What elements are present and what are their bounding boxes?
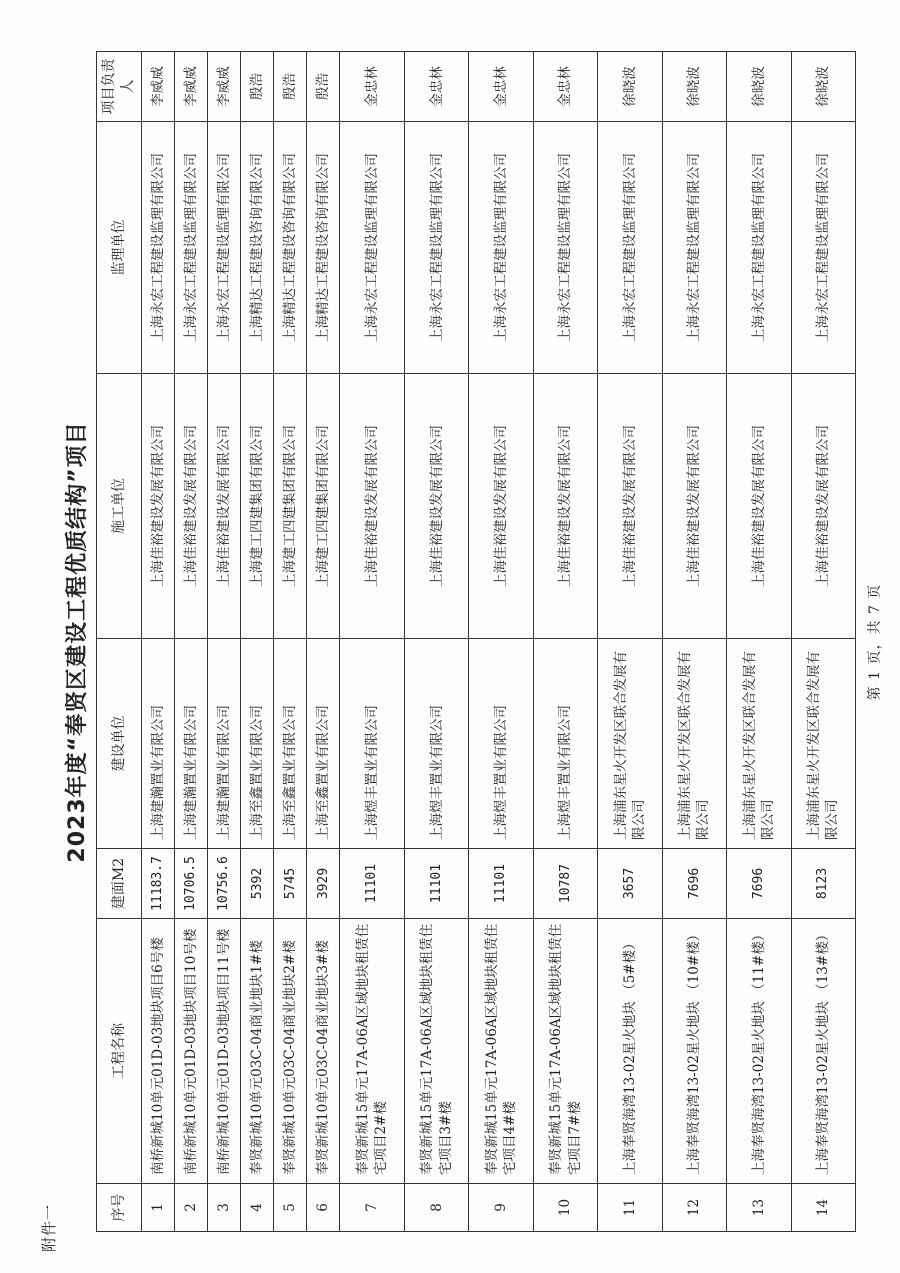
- cell-area: 3929: [307, 849, 340, 919]
- cell-project-name: 上海奉贤海湾13-02星火地块 （13#楼）: [791, 919, 855, 1184]
- cell-builder: 上海煜丰置业有限公司: [533, 639, 597, 849]
- cell-no: 5: [274, 1184, 307, 1232]
- table-row: [307, 52, 340, 1232]
- cell-builder: 上海至鑫置业有限公司: [307, 639, 340, 849]
- cell-project-name: 奉贤新城10单元03C-04商业地块2#楼: [274, 919, 307, 1184]
- header-builder: 建设单位: [97, 639, 142, 849]
- cell-area: 7696: [662, 849, 726, 919]
- cell-supervisor: 上海永宏工程建设监理有限公司: [142, 122, 175, 374]
- cell-manager: 李威威: [142, 52, 175, 122]
- cell-builder: 上海煜丰置业有限公司: [469, 639, 533, 849]
- cell-project-name: 上海奉贤海湾13-02星火地块 （11#楼）: [727, 919, 791, 1184]
- cell-manager: 徐晓波: [662, 52, 726, 122]
- cell-contractor: 上海佳裕建设发展有限公司: [727, 374, 791, 639]
- table-row: [274, 52, 307, 1232]
- cell-supervisor: 上海永宏工程建设监理有限公司: [727, 122, 791, 374]
- project-table: [96, 51, 856, 1232]
- table-row: [662, 52, 726, 1232]
- cell-contractor: 上海佳裕建设发展有限公司: [533, 374, 597, 639]
- cell-no: 2: [175, 1184, 208, 1232]
- cell-manager: 金忠林: [404, 52, 468, 122]
- cell-no: 9: [469, 1184, 533, 1232]
- cell-contractor: 上海佳裕建设发展有限公司: [404, 374, 468, 639]
- cell-area: 11101: [469, 849, 533, 919]
- cell-contractor: 上海佳裕建设发展有限公司: [208, 374, 241, 639]
- header-area: 建面M2: [97, 849, 142, 919]
- cell-project-name: 南桥新城10单元01D-03地块项目10号楼: [175, 919, 208, 1184]
- cell-supervisor: 上海永宏工程建设监理有限公司: [533, 122, 597, 374]
- cell-area: 11101: [404, 849, 468, 919]
- cell-manager: 金忠林: [533, 52, 597, 122]
- cell-no: 13: [727, 1184, 791, 1232]
- cell-project-name: 奉贤新城15单元17A-06A区域地块租赁住宅项目4#楼: [469, 919, 533, 1184]
- cell-area: 10787: [533, 849, 597, 919]
- cell-supervisor: 上海精达工程建设咨询有限公司: [241, 122, 274, 374]
- cell-builder: 上海煜丰置业有限公司: [404, 639, 468, 849]
- cell-no: 8: [404, 1184, 468, 1232]
- cell-builder: 上海至鑫置业有限公司: [274, 639, 307, 849]
- cell-supervisor: 上海永宏工程建设监理有限公司: [404, 122, 468, 374]
- cell-supervisor: 上海永宏工程建设监理有限公司: [340, 122, 404, 374]
- cell-builder: 上海浦东星火开发区联合发展有限公司: [598, 639, 662, 849]
- cell-contractor: 上海佳裕建设发展有限公司: [598, 374, 662, 639]
- cell-contractor: 上海建工四建集团有限公司: [274, 374, 307, 639]
- cell-contractor: 上海佳裕建设发展有限公司: [791, 374, 855, 639]
- table-row: [208, 52, 241, 1232]
- attachment-label: 附件一: [40, 1203, 58, 1252]
- cell-no: 3: [208, 1184, 241, 1232]
- cell-area: 5745: [274, 849, 307, 919]
- cell-project-name: 奉贤新城10单元03C-04商业地块3#楼: [307, 919, 340, 1184]
- cell-manager: 殷浩: [241, 52, 274, 122]
- cell-manager: 金忠林: [469, 52, 533, 122]
- cell-manager: 金忠林: [340, 52, 404, 122]
- table-header-row: [97, 52, 142, 1232]
- cell-area: 3657: [598, 849, 662, 919]
- cell-no: 11: [598, 1184, 662, 1232]
- cell-builder: 上海煜丰置业有限公司: [340, 639, 404, 849]
- cell-builder: 上海建瀚置业有限公司: [175, 639, 208, 849]
- cell-project-name: 上海奉贤海湾13-02星火地块 （10#楼）: [662, 919, 726, 1184]
- cell-project-name: 奉贤新城10单元03C-04商业地块1#楼: [241, 919, 274, 1184]
- cell-area: 11183.7: [142, 849, 175, 919]
- table-row: [241, 52, 274, 1232]
- cell-builder: 上海浦东星火开发区联合发展有限公司: [662, 639, 726, 849]
- cell-no: 10: [533, 1184, 597, 1232]
- cell-supervisor: 上海精达工程建设咨询有限公司: [274, 122, 307, 374]
- cell-supervisor: 上海永宏工程建设监理有限公司: [662, 122, 726, 374]
- cell-contractor: 上海佳裕建设发展有限公司: [662, 374, 726, 639]
- table-row: [175, 52, 208, 1232]
- cell-contractor: 上海建工四建集团有限公司: [241, 374, 274, 639]
- cell-manager: 李威威: [208, 52, 241, 122]
- cell-area: 8123: [791, 849, 855, 919]
- table-row: [598, 52, 662, 1232]
- cell-supervisor: 上海永宏工程建设监理有限公司: [175, 122, 208, 374]
- cell-no: 14: [791, 1184, 855, 1232]
- cell-area: 5392: [241, 849, 274, 919]
- cell-manager: 徐晓波: [791, 52, 855, 122]
- table-row: [791, 52, 855, 1232]
- cell-contractor: 上海佳裕建设发展有限公司: [142, 374, 175, 639]
- cell-project-name: 奉贤新城15单元17A-06A区域地块租赁住宅项目7#楼: [533, 919, 597, 1184]
- page-number: 第 1 页，共 7 页: [867, 583, 883, 701]
- cell-contractor: 上海佳裕建设发展有限公司: [340, 374, 404, 639]
- cell-manager: 殷浩: [274, 52, 307, 122]
- cell-contractor: 上海建工四建集团有限公司: [307, 374, 340, 639]
- table-row: [533, 52, 597, 1232]
- table-body: [142, 52, 856, 1232]
- header-manager: 项目负责人: [97, 52, 142, 122]
- cell-no: 7: [340, 1184, 404, 1232]
- table-row: [142, 52, 175, 1232]
- cell-contractor: 上海佳裕建设发展有限公司: [469, 374, 533, 639]
- header-contractor: 施工单位: [97, 374, 142, 639]
- cell-project-name: 奉贤新城15单元17A-06A区域地块租赁住宅项目3#楼: [404, 919, 468, 1184]
- table-row: [727, 52, 791, 1232]
- page-title: 2023年度“奉贤区建设工程优质结构”项目: [65, 421, 90, 863]
- cell-manager: 徐晓波: [727, 52, 791, 122]
- cell-builder: 上海建瀚置业有限公司: [208, 639, 241, 849]
- table-row: [404, 52, 468, 1232]
- cell-project-name: 奉贤新城15单元17A-06A区域地块租赁住宅项目2#楼: [340, 919, 404, 1184]
- document-page: [40, 52, 883, 1252]
- cell-builder: 上海浦东星火开发区联合发展有限公司: [727, 639, 791, 849]
- cell-no: 12: [662, 1184, 726, 1232]
- cell-area: 7696: [727, 849, 791, 919]
- cell-project-name: 上海奉贤海湾13-02星火地块 （5#楼）: [598, 919, 662, 1184]
- cell-area: 10706.5: [175, 849, 208, 919]
- cell-supervisor: 上海永宏工程建设监理有限公司: [208, 122, 241, 374]
- header-project-name: 工程名称: [97, 919, 142, 1184]
- header-supervisor: 监理单位: [97, 122, 142, 374]
- cell-builder: 上海浦东星火开发区联合发展有限公司: [791, 639, 855, 849]
- cell-manager: 李威威: [175, 52, 208, 122]
- cell-supervisor: 上海永宏工程建设监理有限公司: [791, 122, 855, 374]
- cell-no: 1: [142, 1184, 175, 1232]
- cell-supervisor: 上海永宏工程建设监理有限公司: [598, 122, 662, 374]
- table-row: [469, 52, 533, 1232]
- cell-no: 4: [241, 1184, 274, 1232]
- cell-builder: 上海至鑫置业有限公司: [241, 639, 274, 849]
- cell-contractor: 上海佳裕建设发展有限公司: [175, 374, 208, 639]
- cell-builder: 上海建瀚置业有限公司: [142, 639, 175, 849]
- cell-supervisor: 上海精达工程建设咨询有限公司: [307, 122, 340, 374]
- cell-project-name: 南桥新城10单元01D-03地块项目11号楼: [208, 919, 241, 1184]
- cell-manager: 殷浩: [307, 52, 340, 122]
- cell-area: 10756.6: [208, 849, 241, 919]
- cell-supervisor: 上海永宏工程建设监理有限公司: [469, 122, 533, 374]
- cell-area: 11101: [340, 849, 404, 919]
- cell-manager: 徐晓波: [598, 52, 662, 122]
- header-no: 序号: [97, 1184, 142, 1232]
- table-row: [340, 52, 404, 1232]
- cell-no: 6: [307, 1184, 340, 1232]
- cell-project-name: 南桥新城10单元01D-03地块项目6号楼: [142, 919, 175, 1184]
